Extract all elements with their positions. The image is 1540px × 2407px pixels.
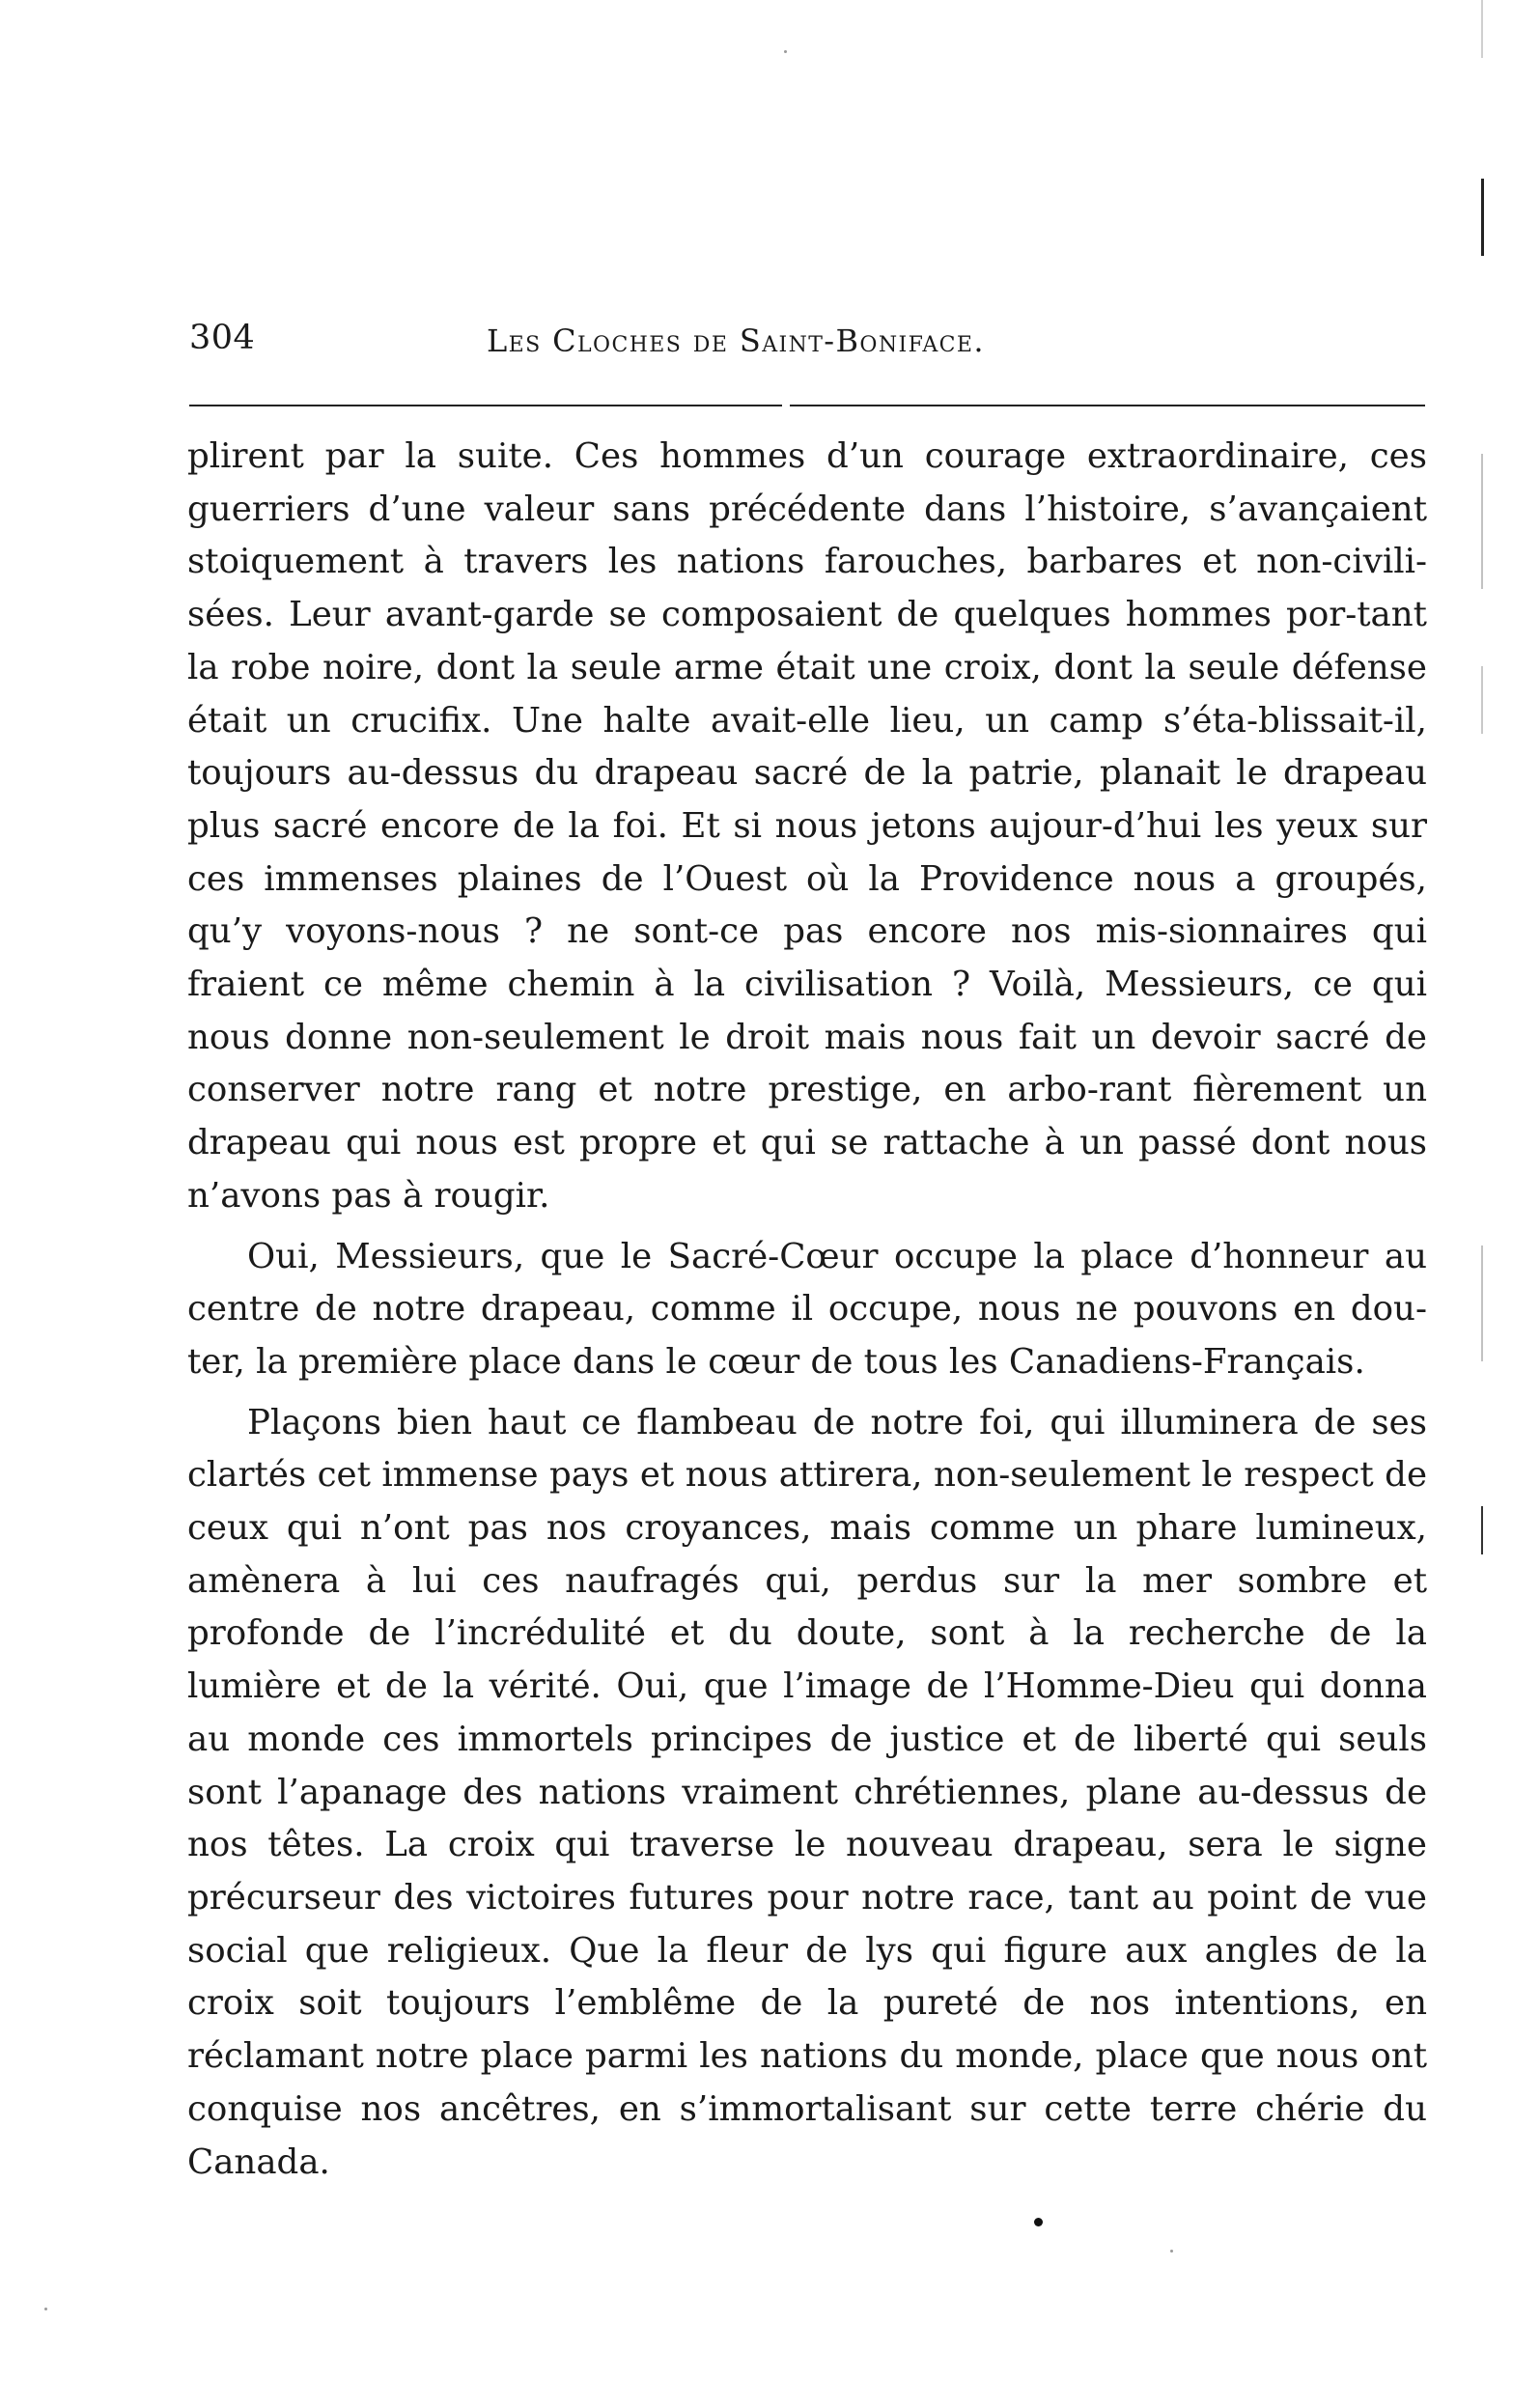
paper-speck — [44, 2308, 47, 2310]
edge-mark — [1481, 1506, 1483, 1554]
header-rule-right — [790, 405, 1425, 406]
header-rule-left — [189, 405, 782, 406]
paragraph-1: plirent par la suite. Ces hommes d’un courage extraordinaire, ces guerriers d’une valeur sans précédente dans l’histoire, s’avançaient stoiquement à travers les nations farouches, barbares et non-civili-sées. Leur avant-garde se composaient de quelques hommes por-tant la robe noire, dont la seule arme était une croix, dont la seule défense était un crucifix. Une halte avait-elle lieu, un camp s’éta-blissait-il, toujours au-dessus du drapeau sacré de la patrie, planait le drapeau plus sacré encore de la foi. Et si nous jetons aujour-d’hui les yeux sur ces immenses plaines de l’Ouest où la Providence nous a groupés, qu’y voyons-nous ? ne sont-ce pas encore nos mis-sionnaires qui fraient ce même chemin à la civilisation ? Voilà, Messieurs, ce qui nous donne non-seulement le droit mais nous fait un devoir sacré de conserver notre rang et notre prestige, en arbo-rant fièrement un drapeau qui nous est propre et qui se rattache à un passé dont nous n’avons pas à rougir. — [187, 436, 1427, 1216]
body-text — [187, 431, 1427, 2197]
ink-dot — [1034, 2218, 1043, 2226]
page-number: 304 — [189, 319, 256, 357]
binding-edge-marks — [1481, 0, 1495, 2407]
paragraph-3: Plaçons bien haut ce flambeau de notre foi, qui illuminera de ses clartés cet immense pays et nous attirera, non-seulement le respect de ceux qui n’ont pas nos croyances, mais comme un phare lumineux, amènera à lui ces naufragés qui, perdus sur la mer sombre et profonde de l’incrédulité et du doute, sont à la recherche de la lumière et de la vérité. Oui, que l’image de l’Homme-Dieu qui donna au monde ces immortels principes de justice et de liberté qui seuls sont l’apanage des nations vraiment chrétiennes, plane au-dessus de nos têtes. La croix qui traverse le nouveau drapeau, sera le signe précurseur des victoires futures pour notre race, tant au point de vue social que religieux. Que la fleur de lys qui figure aux angles de la croix soit toujours l’emblême de la pureté de nos intentions, en réclamant notre place parmi les nations du monde, place que nous ont conquise nos ancêtres, en s’immortalisant sur cette terre chérie du Canada. — [187, 1402, 1427, 2182]
edge-mark — [1481, 179, 1484, 256]
page-header — [189, 319, 1425, 365]
running-title: Les Cloches de Saint-Boniface. — [487, 322, 985, 359]
paper-speck — [784, 50, 787, 53]
edge-mark — [1481, 1245, 1483, 1361]
paragraph-2: Oui, Messieurs, que le Sacré-Cœur occupe la place d’honneur au centre de notre drapeau, comme il occupe, nous ne pouvons en dou-ter, la première place dans le cœur de tous les Canadiens-Français. — [187, 1236, 1427, 1382]
edge-mark — [1481, 454, 1483, 589]
paper-speck — [1170, 2250, 1173, 2253]
edge-mark — [1481, 0, 1483, 58]
edge-mark — [1481, 666, 1483, 734]
